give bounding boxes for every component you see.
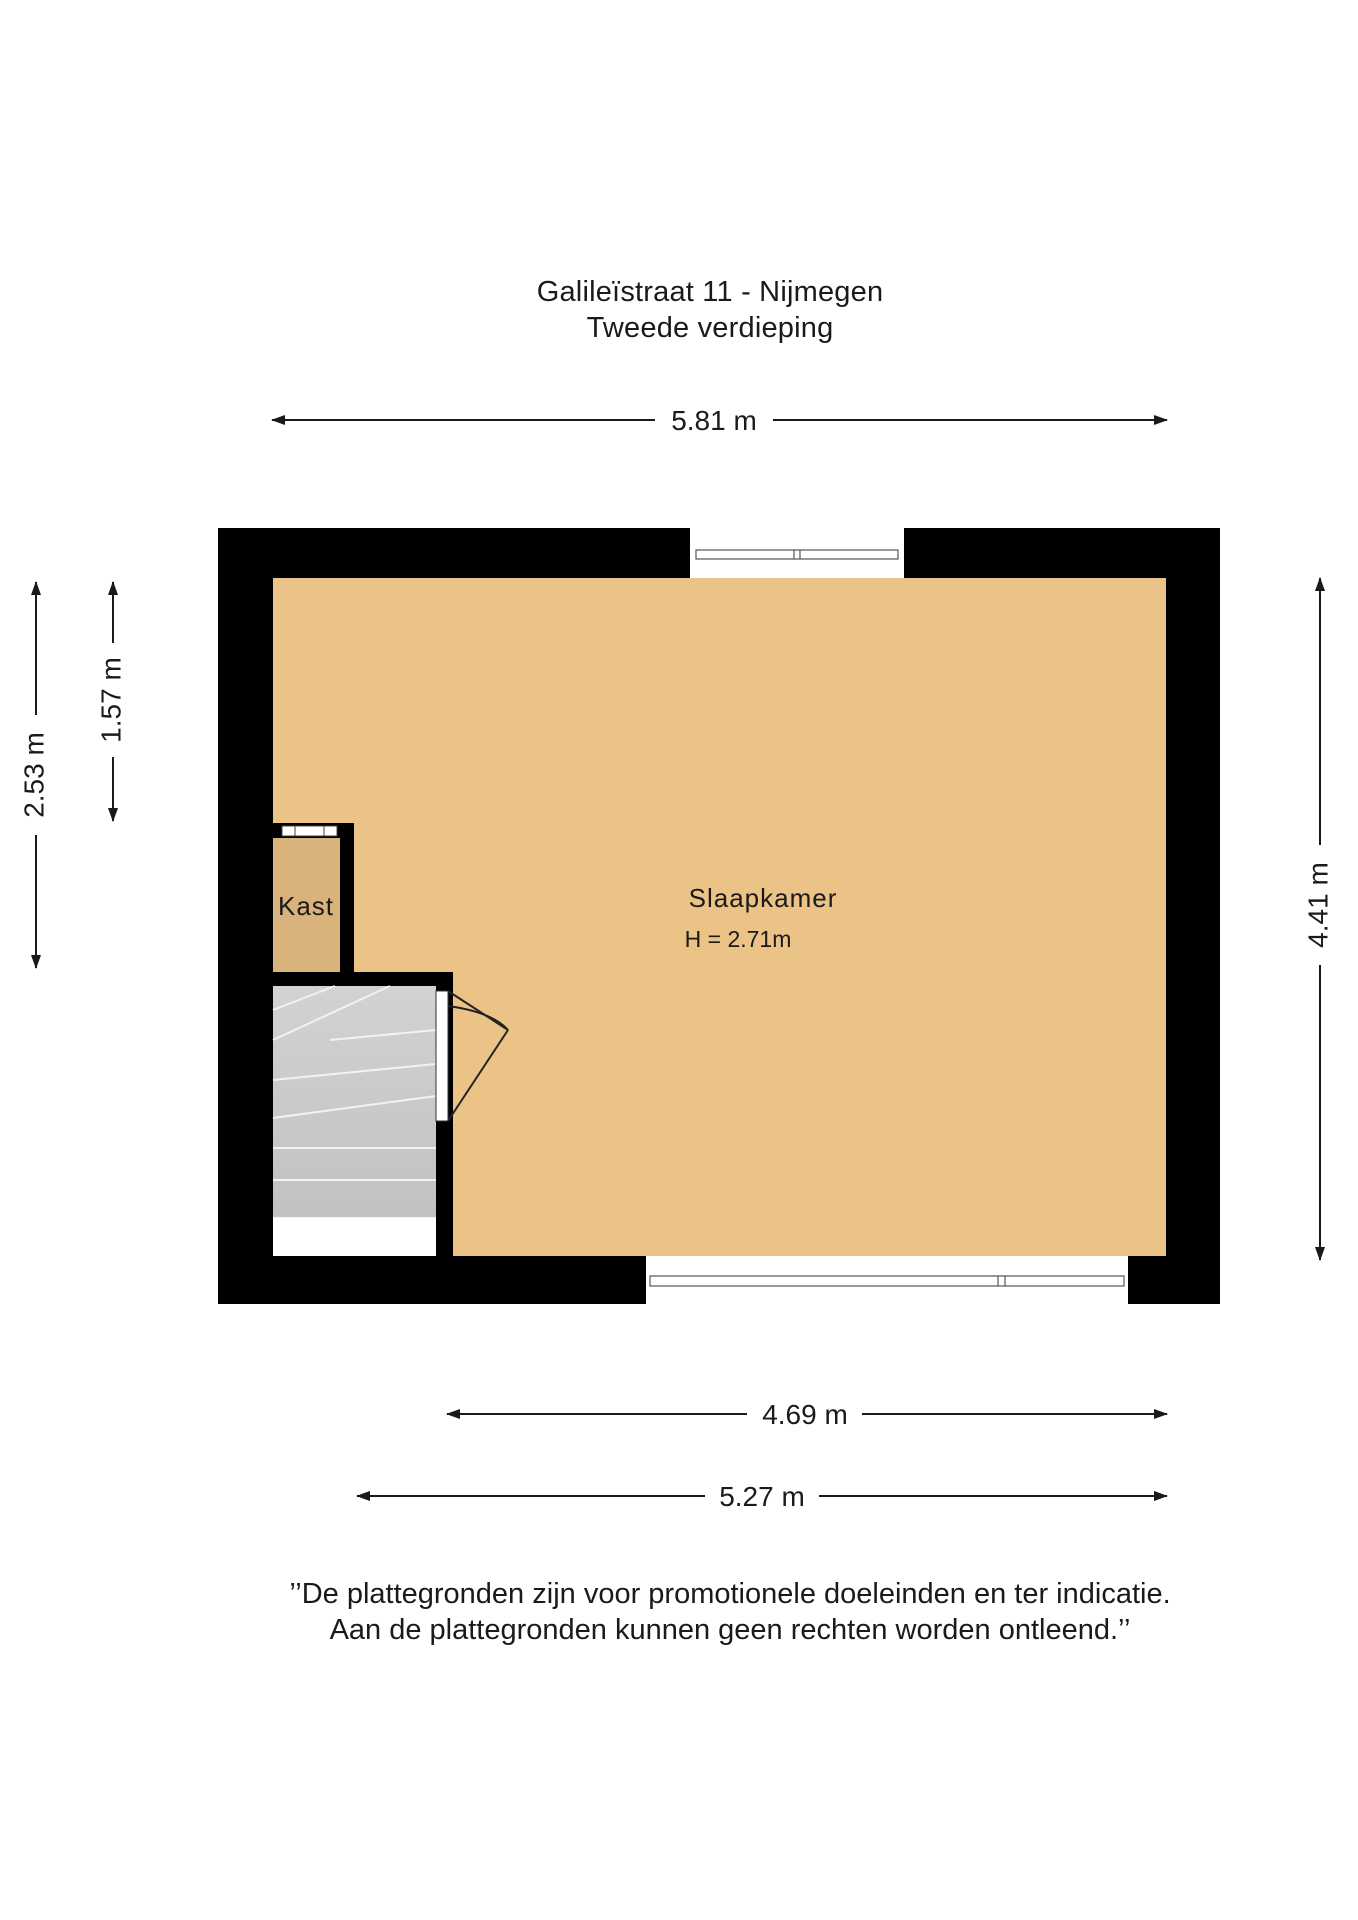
disclaimer-line-1: ’’De plattegronden zijn voor promotionele doeleinden en ter indicatie. <box>289 1578 1171 1610</box>
room-label-closet: Kast <box>277 891 335 921</box>
stairs <box>273 986 436 1256</box>
floor-title: Tweede verdieping <box>586 312 834 344</box>
dimension-bottom-inner <box>447 1399 1167 1430</box>
room-height-bedroom: H = 2.71m <box>684 926 792 952</box>
room-label-bedroom: Slaapkamer <box>688 883 838 913</box>
stair-landing <box>273 1218 436 1256</box>
dimension-left-inner <box>95 582 126 821</box>
top-window <box>690 528 904 578</box>
dimension-label: 4.69 m <box>762 1399 848 1430</box>
dimension-right-height <box>1302 578 1333 1260</box>
closet-door <box>282 826 337 836</box>
dimension-label: 5.27 m <box>719 1481 805 1512</box>
bottom-window <box>646 1256 1128 1304</box>
dimension-label: 1.57 m <box>95 657 127 743</box>
address-title: Galileïstraat 11 - Nijmegen <box>536 276 884 308</box>
dimension-label: 4.41 m <box>1302 862 1334 948</box>
stair-door <box>436 991 448 1121</box>
dimension-bottom-outer <box>357 1481 1167 1512</box>
disclaimer-line-2: Aan de plattegronden kunnen geen rechten worden ontleend.’’ <box>329 1614 1131 1646</box>
dimension-top-width <box>272 405 1167 436</box>
building <box>218 528 1220 1304</box>
dimension-label: 2.53 m <box>18 732 50 818</box>
dimension-label: 5.81 m <box>671 405 757 436</box>
dimension-left-outer <box>18 582 49 968</box>
